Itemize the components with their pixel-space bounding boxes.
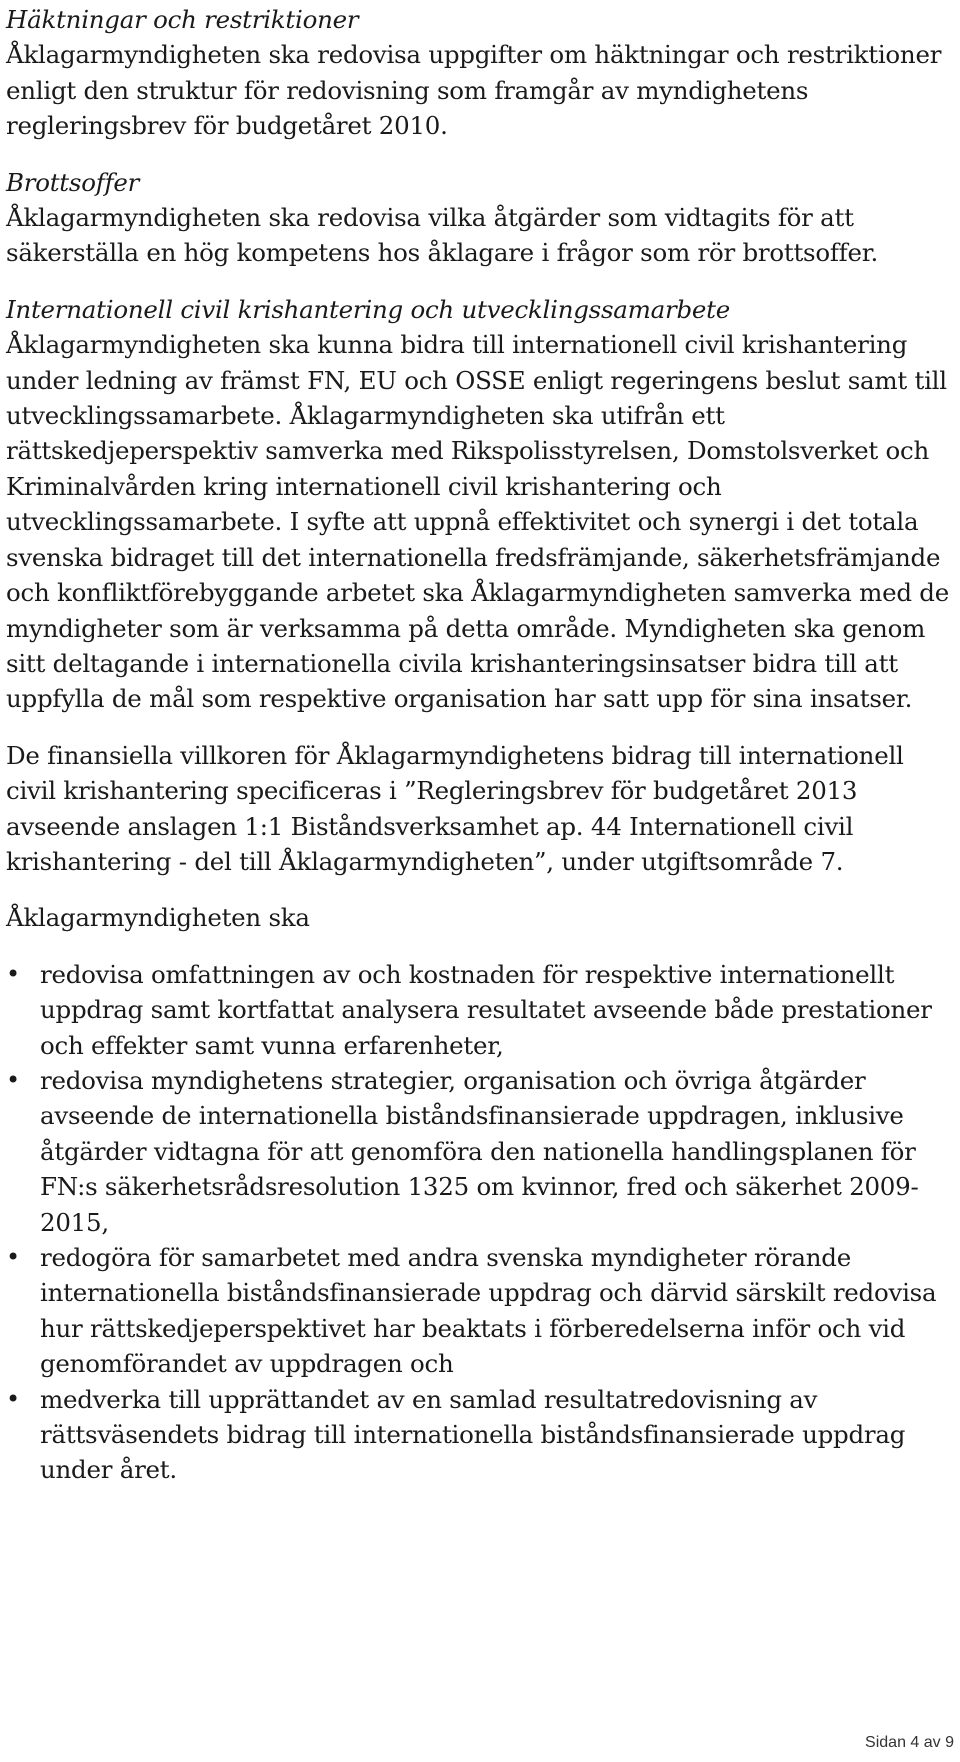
section-internationell (6, 292, 956, 717)
section-body: Åklagarmyndigheten ska redovisa uppgifter om häktningar och restriktioner enligt den struktur för redovisning som framgår av myndighetens regleringsbrev för budgetåret 2010. (6, 40, 942, 141)
section-heading: Häktningar och restriktioner (6, 5, 359, 34)
section-brottsoffer (6, 165, 956, 271)
bullet-icon: • (6, 959, 20, 988)
bullet-icon: • (6, 1065, 20, 1094)
list-intro: Åklagarmyndigheten ska (6, 903, 310, 933)
list-item (6, 1240, 956, 1382)
list-item (6, 1382, 956, 1488)
list-item-text: medverka till upprättandet av en samlad resultatredovisning av rättsväsendets bidrag till internationella biståndsfinansierade uppdrag under året. (40, 1384, 906, 1485)
section-body: Åklagarmyndigheten ska redovisa vilka åtgärder som vidtagits för att säkerställa en hög kompetens hos åklagare i frågor som rör brottsoffer. (6, 203, 879, 268)
bullet-list (6, 957, 956, 1488)
bullet-icon: • (6, 1243, 20, 1271)
section-heading: Brottsoffer (6, 167, 140, 197)
list-item (6, 957, 956, 1063)
bullet-icon: • (6, 1384, 20, 1413)
section-body: Åklagarmyndigheten ska kunna bidra till internationell civil krishantering under ledning av främst FN, EU och OSSE enligt regeringens beslut samt till utvecklingssamarbete. Åklagarmyndigheten ska utifrån ett rättskedjeperspektiv samverka med Rikspolisstyrelsen, Domstolsverket och Kriminalvården kring internationell civil krishantering och utvecklingssamarbete. I syfte att uppnå effektivitet och synergi i det totala svenska bidraget till det internationella fredsfrämjande, säkerhetsfrämjande och konfliktförebyggande arbetet ska Åklagarmyndigheten samverka med de myndigheter som är verksamma på detta område. Myndigheten ska genom sitt deltagande i internationella civila krishanteringsinsatser bidra till att uppfylla de mål som respektive organisation har satt upp för sina insatser. (6, 330, 949, 714)
document-page (6, 2, 956, 1488)
section-heading: Internationell civil krishantering och utvecklingssamarbete (6, 294, 730, 324)
paragraph-financing: De finansiella villkoren för Åklagarmyndighetens bidrag till internationell civil krishantering specificeras i ”Regleringsbrev för budgetåret 2013 avseende anslagen 1:1 Biståndsverksamhet ap. 44 Internationell civil krishantering - del till Åklagarmyndigheten”, under utgiftsområde 7. (6, 740, 904, 876)
page-number: Sidan 4 av 9 (865, 1734, 954, 1751)
list-item-text: redogöra för samarbetet med andra svenska myndigheter rörande internationella biståndsfinansierade uppdrag och därvid särskilt redovisa hur rättskedjeperspektivet har beaktats i förberedelserna inför och vid genomförandet av uppdragen och (40, 1243, 937, 1379)
list-item-text: redovisa myndighetens strategier, organisation och övriga åtgärder avseende de internationella biståndsfinansierade uppdragen, inklusive åtgärder vidtagna för att genomföra den nationella handlingsplanen för FN:s säkerhetsrådsresolution 1325 om kvinnor, fred och säkerhet 2009-2015, (40, 1065, 919, 1237)
list-item (6, 1063, 956, 1240)
list-item-text: redovisa omfattningen av och kostnaden för respektive internationellt uppdrag samt kortfattat analysera resultatet avseende både prestationer och effekter samt vunna erfarenheter, (40, 959, 932, 1060)
section-haktningar (6, 2, 956, 144)
